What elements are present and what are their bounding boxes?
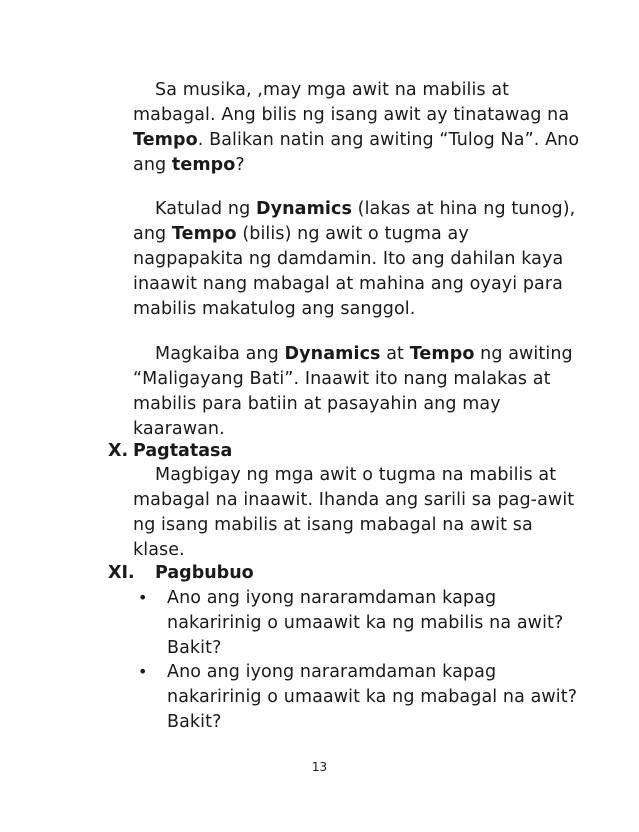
text-line: “Maligayang Bati”. Inaawit ito nang malakas at	[133, 369, 551, 389]
bold-term: Tempo	[409, 344, 475, 364]
bullet-icon: •	[138, 588, 148, 607]
bold-term: Dynamics	[284, 344, 381, 364]
text-line: Magkaiba ang Dynamics at Tempo ng awiting	[155, 344, 573, 364]
bold-term: Tempo	[171, 224, 237, 244]
section-number: X.	[108, 441, 129, 461]
section-title: Pagbubuo	[155, 563, 254, 583]
text-line: mabagal. Ang bilis ng isang awit ay tinatawag na	[133, 105, 570, 125]
text-line: inaawit nang mabagal at mahina ang oyayi para	[133, 274, 563, 294]
text-line: Tempo. Balikan natin ang awiting “Tulog Na”. Ano	[133, 130, 580, 150]
text-line: mabilis para batiin at pasayahin ang may	[133, 394, 501, 414]
text-line: nakaririnig o umaawit ka ng mabilis na awit?	[167, 613, 564, 633]
text-line: Sa musika, ,may mga awit na mabilis at	[155, 80, 510, 100]
text-line: mabilis makatulog ang sanggol.	[133, 299, 416, 319]
text-line: Katulad ng Dynamics (lakas at hina ng tunog),	[155, 199, 576, 219]
text-line: Bakit?	[167, 638, 222, 658]
text-line: ng isang mabilis at isang mabagal na awit sa	[133, 515, 533, 535]
text-line: nagpapakita ng damdamin. Ito ang dahilan kaya	[133, 249, 564, 269]
section-title: Pagtatasa	[133, 441, 233, 461]
section-number: XI.	[108, 563, 135, 583]
text-line: Ano ang iyong nararamdaman kapag	[167, 662, 497, 682]
bold-term: Dynamics	[255, 199, 352, 219]
bold-term: tempo	[171, 155, 236, 175]
text-line: Ano ang iyong nararamdaman kapag	[167, 588, 497, 608]
page-number: 13	[311, 760, 328, 774]
text-line: kaarawan.	[133, 419, 225, 439]
text-line: mabagal na inaawit. Ihanda ang sarili sa pag-awit	[133, 490, 575, 510]
bullet-icon: •	[138, 662, 148, 681]
text-line: Magbigay ng mga awit o tugma na mabilis at	[155, 465, 557, 485]
bold-term: Tempo	[133, 130, 198, 150]
text-line: klase.	[133, 540, 185, 560]
text-line: ang tempo?	[133, 155, 245, 175]
text-line: Bakit?	[167, 712, 222, 732]
text-line: nakaririnig o umaawit ka ng mabagal na awit?	[167, 687, 578, 707]
text-line: ang Tempo (bilis) ng awit o tugma ay	[133, 224, 469, 244]
